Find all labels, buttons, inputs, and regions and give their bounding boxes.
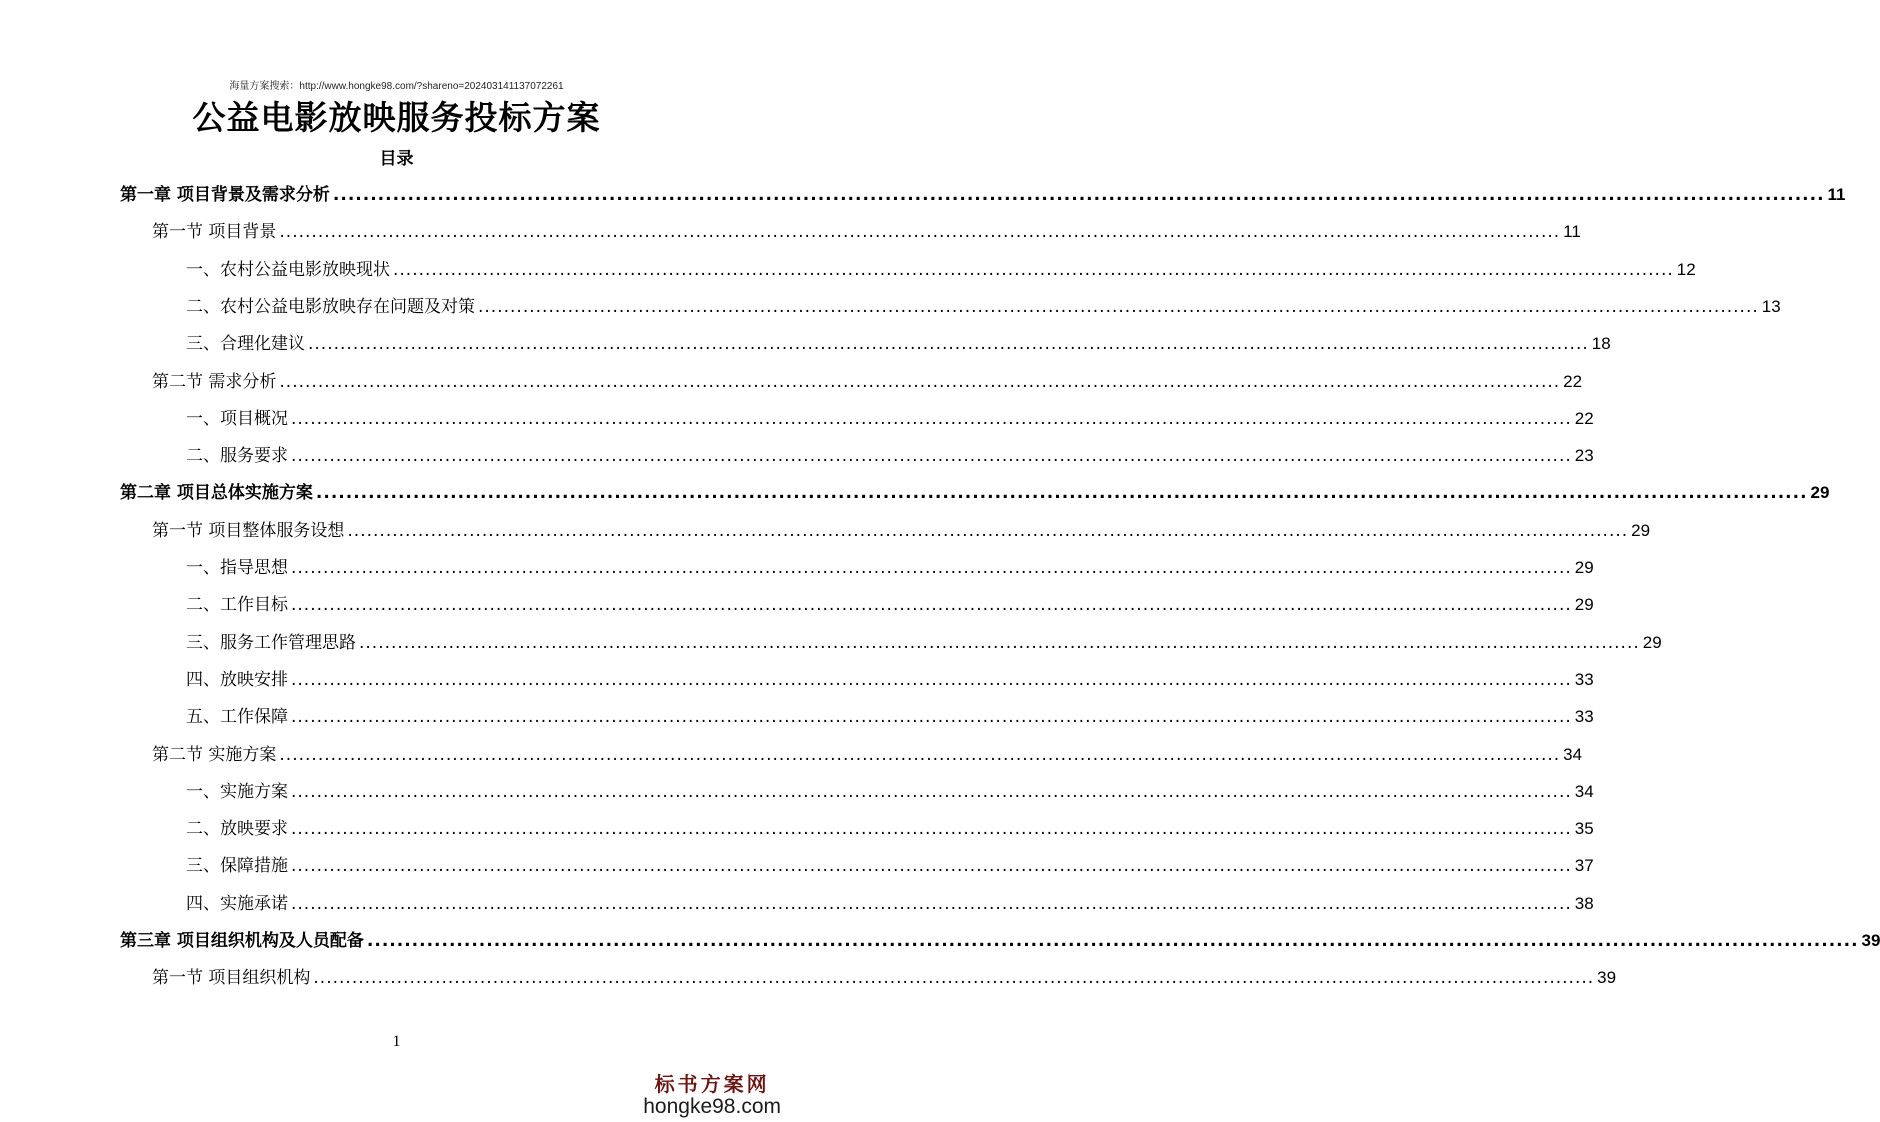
toc-entry-label: 第一节 项目组织机构 xyxy=(152,968,311,989)
toc-entry[interactable] xyxy=(186,665,1594,691)
toc-entry-page: 29 xyxy=(1574,595,1594,615)
toc-entry-page: 18 xyxy=(1591,334,1611,354)
toc-dot-leader: ........................................................................................................................................................................................................ xyxy=(291,408,1572,429)
toc-dot-leader: ........................................................................................................................................................................................................ xyxy=(313,968,1595,989)
toc-dot-leader: ........................................................................................................................................................................................................ xyxy=(291,893,1572,914)
toc-entry-page: 13 xyxy=(1761,296,1781,316)
toc-dot-leader: ........................................................................................................................................................................................................ xyxy=(315,483,1808,504)
toc-entry-page: 39 xyxy=(1597,968,1617,988)
toc-entry[interactable] xyxy=(186,851,1594,877)
toc-dot-leader: ........................................................................................................................................................................................................ xyxy=(332,185,1825,205)
toc-entry[interactable] xyxy=(186,404,1594,430)
toc-entry-label: 第二节 需求分析 xyxy=(152,371,277,392)
toc-dot-leader: ........................................................................................................................................................................................................ xyxy=(291,669,1572,690)
toc-entry-page: 29 xyxy=(1642,632,1662,652)
toc-entry[interactable] xyxy=(186,441,1594,467)
toc-heading: 目录 xyxy=(379,149,414,169)
toc-entry-page: 39 xyxy=(1861,931,1880,950)
toc-dot-leader: ........................................................................................................................................................................................................ xyxy=(478,296,1759,317)
toc-entry-label: 第一节 项目整体服务设想 xyxy=(152,520,345,541)
toc-entry[interactable] xyxy=(186,255,1696,281)
toc-entry-label: 第一章 项目背景及需求分析 xyxy=(120,185,330,205)
toc-entry-page: 37 xyxy=(1574,856,1594,876)
toc-entry[interactable] xyxy=(186,292,1781,318)
toc-entry[interactable] xyxy=(186,628,1662,654)
toc-dot-leader: ........................................................................................................................................................................................................ xyxy=(291,781,1572,802)
toc-entry-label: 第三章 项目组织机构及人员配备 xyxy=(120,931,364,951)
toc-dot-leader: ........................................................................................................................................................................................................ xyxy=(393,259,1674,280)
watermark-url-text: hongke98.com xyxy=(643,1095,781,1118)
toc-entry-label: 二、农村公益电影放映存在问题及对策 xyxy=(186,296,475,317)
toc-entry-page: 34 xyxy=(1563,744,1583,764)
toc-entry[interactable] xyxy=(152,740,1583,766)
toc-dot-leader: ........................................................................................................................................................................................................ xyxy=(291,446,1572,467)
toc-entry-label: 一、农村公益电影放映现状 xyxy=(186,259,390,280)
toc-entry[interactable] xyxy=(186,814,1594,840)
toc-entry-label: 第二节 实施方案 xyxy=(152,744,277,765)
toc-entry-page: 23 xyxy=(1574,446,1594,466)
toc-entry-label: 三、保障措施 xyxy=(186,856,288,877)
toc-dot-leader: ........................................................................................................................................................................................................ xyxy=(291,856,1572,877)
toc-entry-page: 34 xyxy=(1574,781,1594,801)
toc-entry[interactable] xyxy=(186,777,1594,803)
toc-entry-page: 22 xyxy=(1563,371,1583,391)
toc-dot-leader: ........................................................................................................................................................................................................ xyxy=(347,520,1629,541)
toc-entry-page: 11 xyxy=(1827,185,1846,204)
toc-entry[interactable] xyxy=(186,590,1594,616)
toc-dot-leader: ........................................................................................................................................................................................................ xyxy=(279,371,1561,392)
toc-entry-page: 38 xyxy=(1574,893,1594,913)
header-note: 海量方案搜索：http://www.hongke98.com/?shareno=20240314113707226​1 xyxy=(229,81,564,92)
toc-entry-label: 二、工作目标 xyxy=(186,595,288,616)
toc-dot-leader: ........................................................................................................................................................................................................ xyxy=(291,595,1572,616)
toc-entry-page: 29 xyxy=(1810,483,1830,503)
page-number: 1 xyxy=(392,1033,401,1050)
toc-entry-page: 33 xyxy=(1574,669,1594,689)
toc-entry-label: 五、工作保障 xyxy=(186,707,288,728)
toc-entry-label: 第二章 项目总体实施方案 xyxy=(120,483,313,504)
toc-dot-leader: ........................................................................................................................................................................................................ xyxy=(279,744,1561,765)
toc-entry-label: 二、放映要求 xyxy=(186,819,288,840)
toc-entry[interactable] xyxy=(186,702,1594,728)
toc-entry[interactable] xyxy=(120,926,1880,952)
toc-entry[interactable] xyxy=(120,478,1830,504)
toc-entry-label: 一、项目概况 xyxy=(186,408,288,429)
toc-entry[interactable] xyxy=(152,367,1583,393)
toc-entry-label: 第一节 项目背景 xyxy=(152,222,277,243)
watermark-cn-text: 标书方案网 xyxy=(654,1072,770,1096)
toc-entry[interactable] xyxy=(186,329,1611,355)
toc-dot-leader: ........................................................................................................................................................................................................ xyxy=(359,632,1640,653)
toc-dot-leader: ........................................................................................................................................................................................................ xyxy=(308,334,1589,355)
toc-entry[interactable] xyxy=(186,553,1594,579)
toc-dot-leader: ........................................................................................................................................................................................................ xyxy=(291,707,1572,728)
toc-entry-label: 三、合理化建议 xyxy=(186,334,305,355)
toc-entry[interactable] xyxy=(152,963,1617,989)
toc-entry[interactable] xyxy=(152,217,1581,243)
toc-dot-leader: ........................................................................................................................................................................................................ xyxy=(366,931,1859,951)
toc-entry-label: 四、放映安排 xyxy=(186,669,288,690)
toc-entry[interactable] xyxy=(152,516,1651,542)
toc-entry-label: 四、实施承诺 xyxy=(186,893,288,914)
toc-dot-leader: ........................................................................................................................................................................................................ xyxy=(291,558,1572,578)
toc-entry[interactable] xyxy=(186,889,1594,915)
toc-entry-page: 35 xyxy=(1574,819,1594,839)
toc-entry-label: 一、指导思想 xyxy=(186,558,288,578)
toc-entry[interactable] xyxy=(120,180,1846,206)
toc-dot-leader: ........................................................................................................................................................................................................ xyxy=(291,819,1572,840)
toc-entry-page: 29 xyxy=(1631,520,1651,540)
toc-entry-label: 一、实施方案 xyxy=(186,781,288,802)
toc-entry-label: 三、服务工作管理思路 xyxy=(186,632,356,653)
toc-entry-page: 11 xyxy=(1563,222,1581,242)
toc-entry-page: 12 xyxy=(1676,259,1696,279)
toc-entry-page: 29 xyxy=(1574,558,1594,577)
toc-entry-page: 33 xyxy=(1574,707,1594,727)
toc-dot-leader: ........................................................................................................................................................................................................ xyxy=(279,222,1561,243)
document-title: 公益电影放映服务投标方案 xyxy=(192,98,601,137)
toc-entry-page: 22 xyxy=(1574,408,1594,428)
toc-entry-label: 二、服务要求 xyxy=(186,446,288,467)
watermark-logo xyxy=(643,1068,781,1119)
